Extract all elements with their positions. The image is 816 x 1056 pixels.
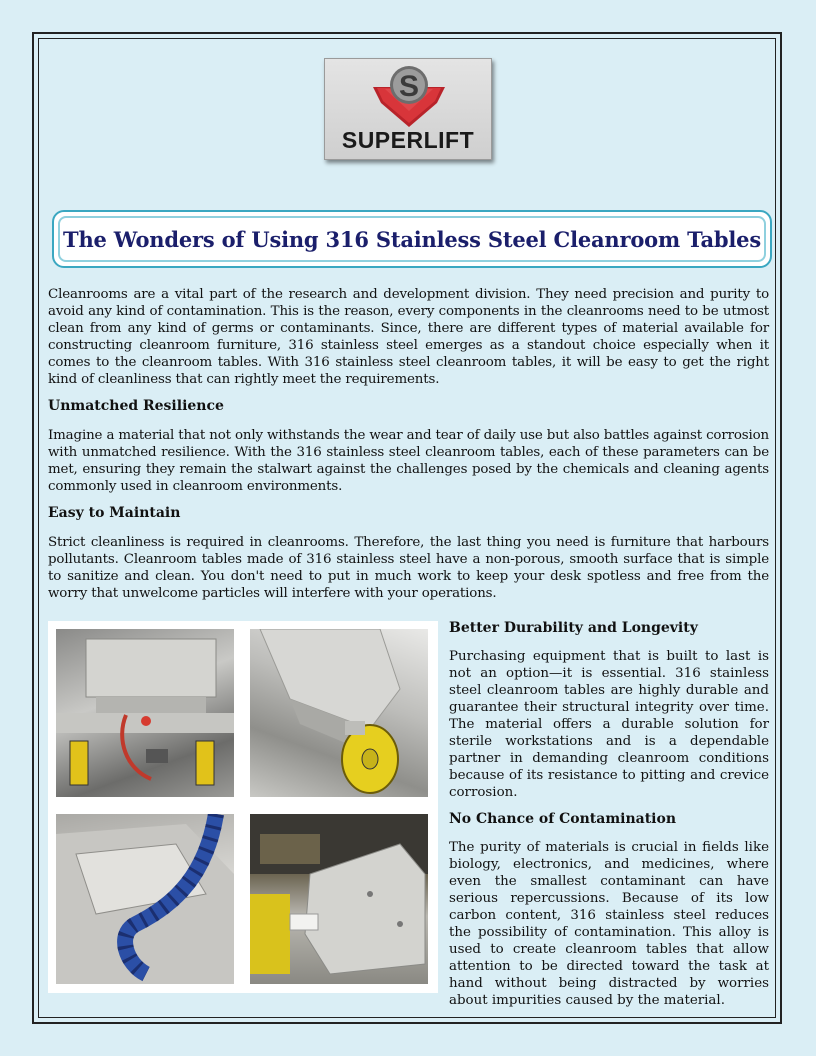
page-title: The Wonders of Using 316 Stainless Steel Cleanroom Tables <box>63 226 761 252</box>
section-heading: Easy to Maintain <box>48 505 181 521</box>
section-heading: Better Durability and Longevity <box>449 620 698 636</box>
section-paragraph: Strict cleanliness is required in cleanrooms. Therefore, the last thing you need is furniture that harbours pollutants. Cleanroom tables made of 316 stainless steel have a non-porous, smooth surface that is simple to sanitize and clean. You don't need to put in much work to keep your desk spotless and free from the worry that unwelcome particles will interfere with your operations. <box>48 535 769 601</box>
section-paragraph: Imagine a material that not only withstands the wear and tear of daily use but also battles against corrosion with unmatched resilience. With the 316 stainless steel cleanroom tables, each of these parameters can be met, ensuring they remain the stalwart against the challenges posed by the chemicals and cleaning agents commonly used in cleanroom environments. <box>48 428 769 494</box>
svg-text:S: S <box>398 70 420 103</box>
logo-wordmark: SUPERLIFT <box>341 127 475 153</box>
section-heading: No Chance of Contamination <box>449 811 677 827</box>
photo-workshop-table <box>250 814 428 984</box>
side-column <box>449 620 769 1019</box>
superlift-logo <box>324 58 492 160</box>
superlift-s-emblem-icon <box>325 59 492 129</box>
main-content <box>48 286 769 612</box>
title-banner <box>52 210 772 268</box>
section-paragraph: Purchasing equipment that is built to last is not an option—it is essential. 316 stainless steel cleanroom tables are highly durable and guarantee their structural integrity over time. The material offers a durable solution for sterile workstations and is a dependable partner in demanding cleanroom conditions because of its resistance to pitting and crevice corrosion. <box>449 649 769 800</box>
photo-collage <box>48 621 438 993</box>
intro-paragraph: Cleanrooms are a vital part of the research and development division. They need precision and purity to avoid any kind of contamination. This is the reason, every components in the cleanrooms need to be utmost clean from any kind of germs or contaminants. Since, there are different types of material available for constructing cleanroom furniture, 316 stainless steel emerges as a standout choice especially when it comes to the cleanroom tables. With 316 stainless steel cleanroom tables, it will be easy to get the right kind of cleanliness that can rightly meet the requirements. <box>48 287 769 387</box>
photo-table-castors <box>56 629 234 797</box>
photo-blue-hose <box>56 814 234 984</box>
section-paragraph: The purity of materials is crucial in fields like biology, electronics, and medicines, where even the smallest contaminant can have serious repercussions. Because of its low carbon content, 316 stainless steel reduces the possibility of contamination. This alloy is used to create cleanroom tables that allow attention to be directed toward the task at hand without being distracted by worries about impurities caused by the material. <box>449 840 769 1008</box>
section-heading: Unmatched Resilience <box>48 398 224 414</box>
title-banner-inner <box>58 216 766 262</box>
photo-castor-closeup <box>250 629 428 797</box>
